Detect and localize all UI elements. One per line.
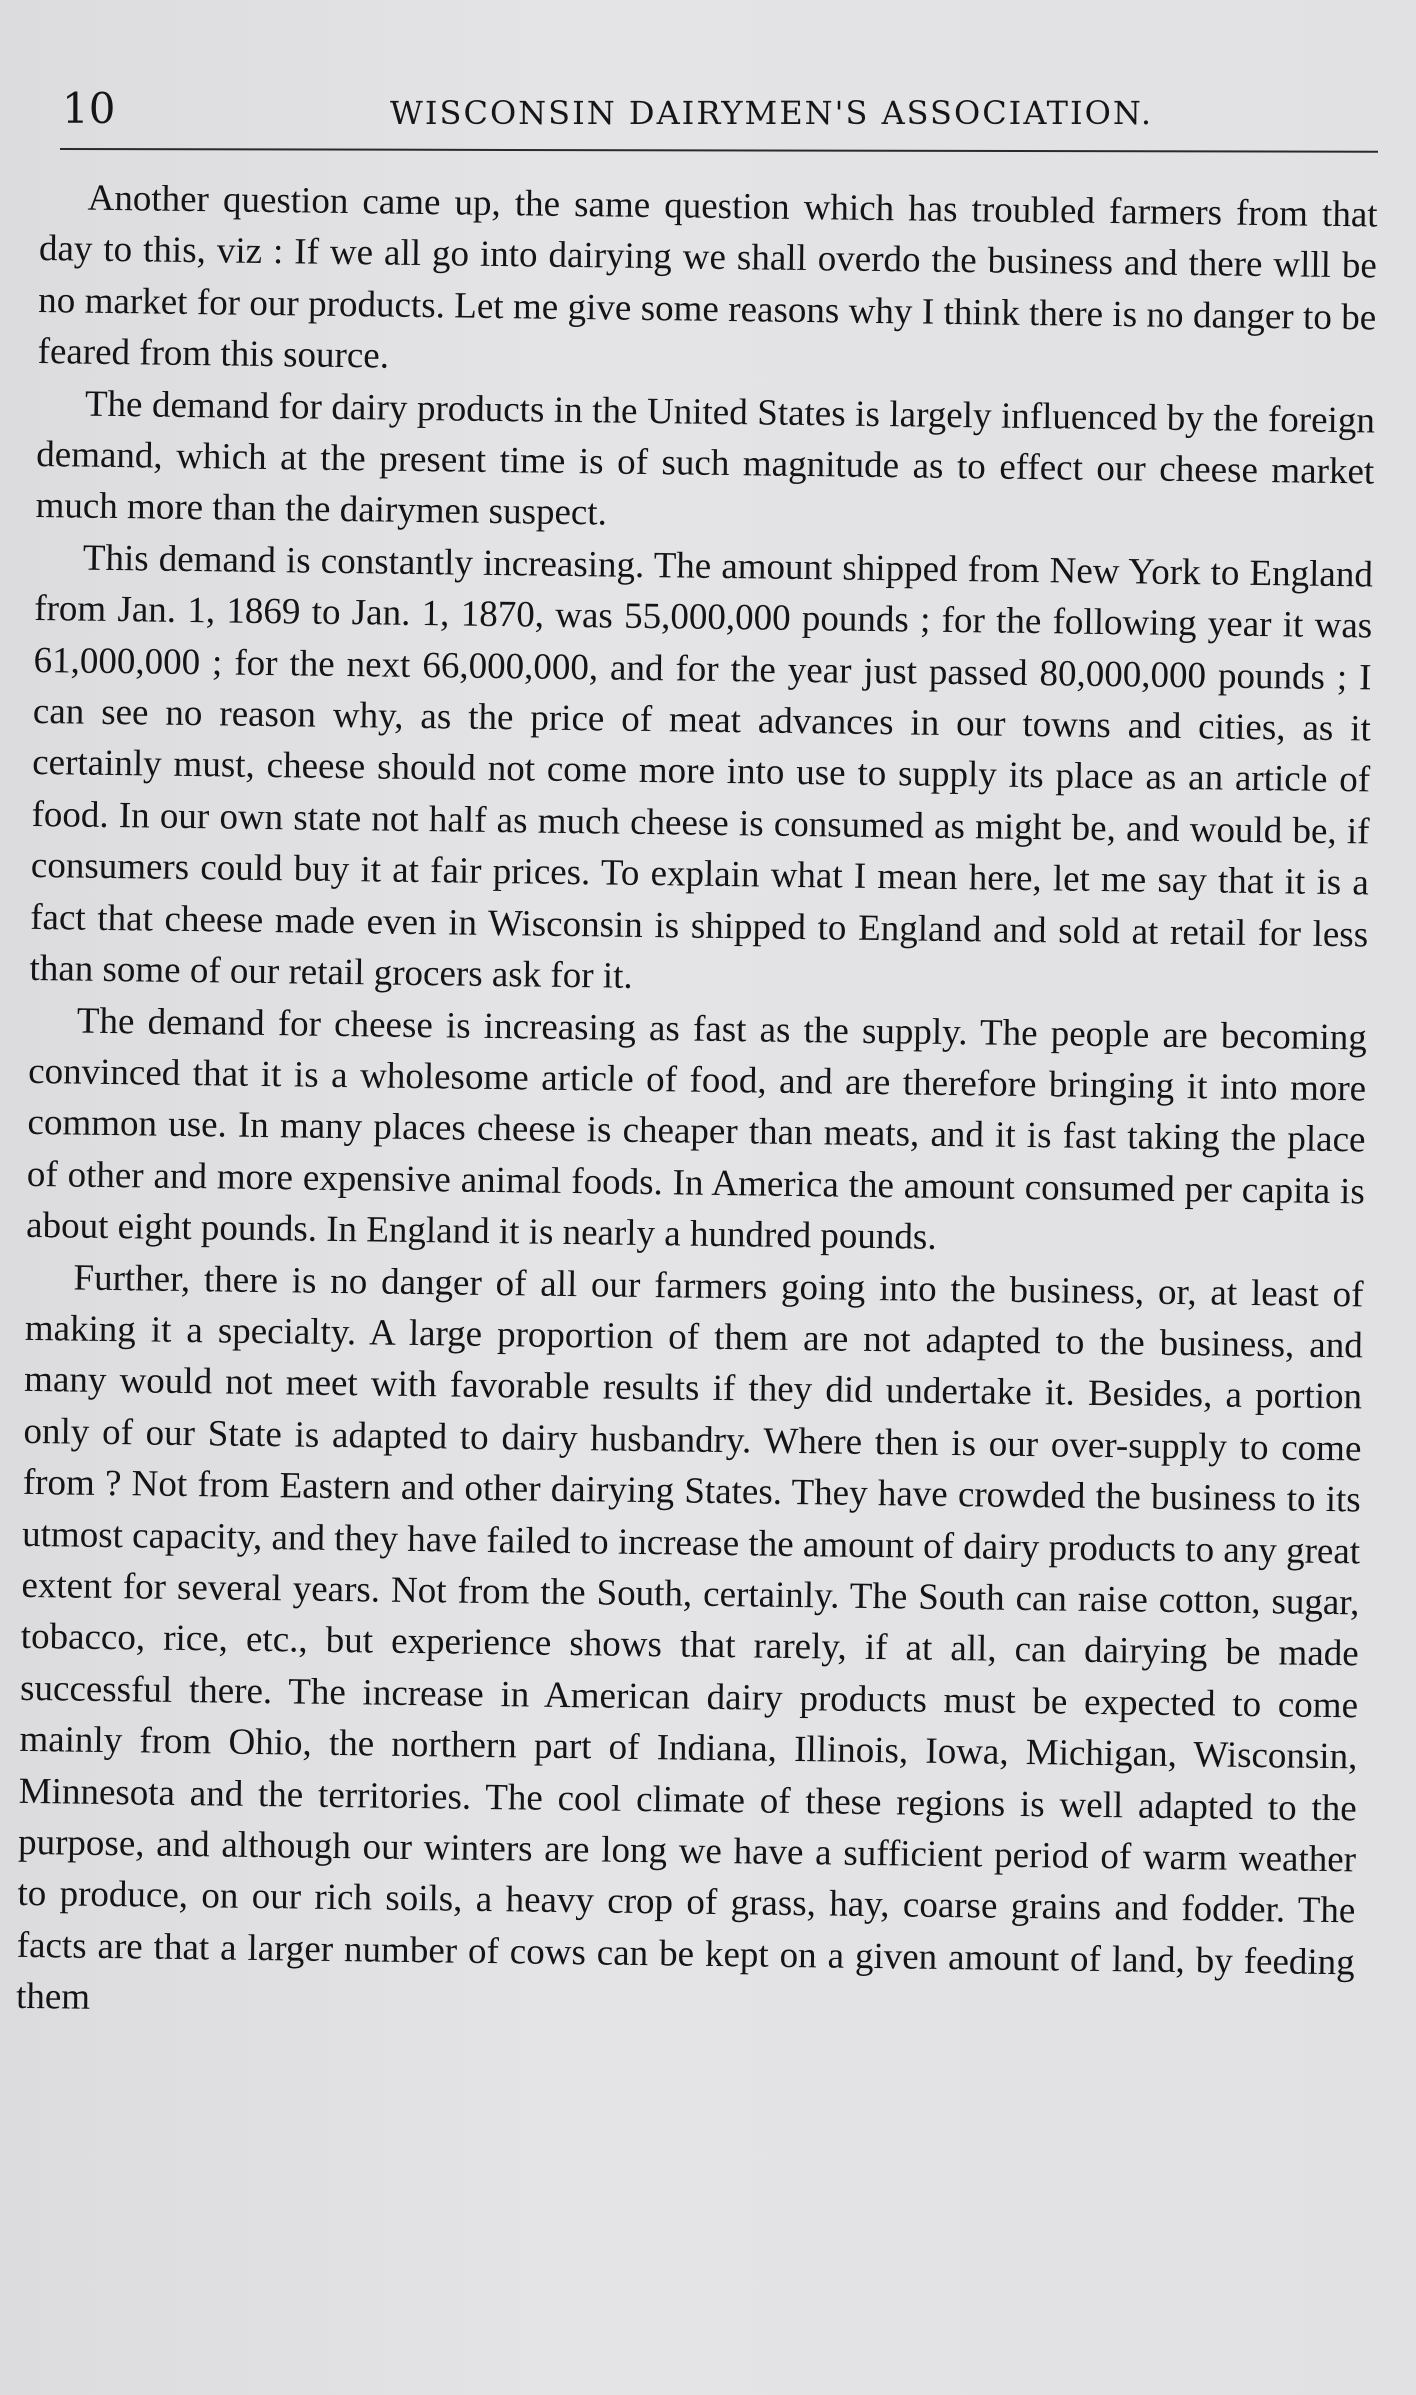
paragraph-2: The demand for dairy products in the United States is largely influenced by the foreign demand, which at the present time is of such magnitude as to effect our cheese market much more than the dairymen suspect. <box>35 383 1376 534</box>
paragraph-1: Another question came up, the same question which has troubled farmers from that day to this, viz : If we all go into dairying we shall overdo the business and there wlll be no market for our products. Let me give some reasons why I think there is no danger to be feared from this source. <box>37 177 1378 377</box>
body-text <box>16 172 1378 2040</box>
page-number: 10 <box>62 84 116 133</box>
paragraph-4: The demand for cheese is increasing as fast as the supply. The people are becoming convinced that it is a wholesome article of food, and are therefore bringing it into more common use. In many places cheese is cheaper than meats, and it is fast taking the place of other and more expensive animal foods. In America the amount consumed per capita is about eight pounds. In England it is nearly a hundred pounds. <box>25 1000 1368 1258</box>
paragraph-5: Further, there is no danger of all our farmers going into the business, or, at least of making it a specialty. A large proportion of them are not adapted to the business, and many would not meet with favorable results if they did undertake it. Besides, a portion only of our State is adapted to dairy husbandry. Where then is our over-supply to come from ? Not from Eastern and other dairying States. They have crowded the business to its utmost capacity, and they have failed to increase the amount of dairy products to any great extent for several years. Not from the South, certainly. The South can raise cotton, sugar, tobacco, rice, etc., but experience shows that rarely, if at all, can dairying be made successful there. The increase in American dairy products must be expected to come mainly from Ohio, the northern part of Indiana, Illinois, Iowa, Michigan, Wisconsin, Minnesota and the territories. The cool climate of these regions is well adapted to the purpose, and although our winters are long we have a sufficient period of warm weather to produce, on our rich soils, a heavy crop of grass, hay, coarse grains and fodder. The facts are that a larger number of cows can be kept on a given amount of land, by feeding them <box>15 1257 1364 2019</box>
paragraph-3: This demand is constantly increasing. The amount shipped from New York to England from Jan. 1, 1869 to Jan. 1, 1870, was 55,000,000 pounds ; for the following year it was 61,000,000 ; for the next 66,000,000, and for the year just passed 80,000,000 pounds ; I can see no reason why, as the price of meat advances in our towns and cities, as it certainly must, cheese should not come more into use to supply its place as an article of food. In our own state not half as much cheese is consumed as might be, and would be, if consumers could buy it at fair prices. To explain what I mean here, let me say that it is a fact that cheese made even in Wisconsin is shipped to England and sold at retail for less than some of our retail grocers ask for it. <box>29 537 1374 997</box>
running-head: WISCONSIN DAIRYMEN'S ASSOCIATION. <box>390 94 1154 132</box>
page-header <box>62 80 1382 152</box>
